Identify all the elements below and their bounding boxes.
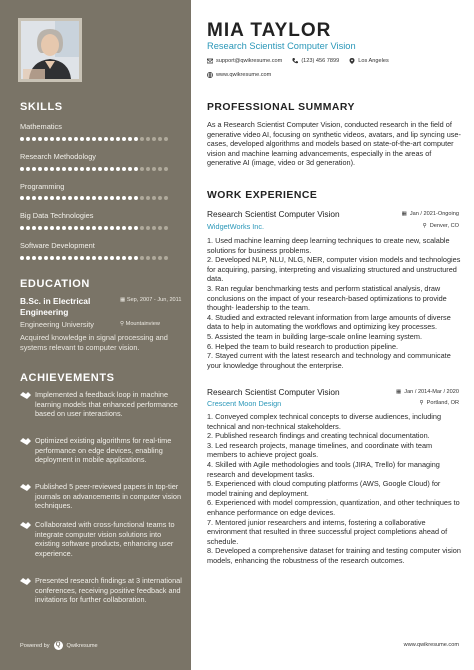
skill-dot (104, 256, 108, 260)
skill-dot (128, 256, 132, 260)
job-company: Crescent Moon Design (207, 399, 282, 408)
handshake-icon (20, 391, 31, 400)
location-pin-icon (349, 58, 355, 64)
skill-dot (152, 196, 156, 200)
education-heading: EDUCATION (20, 278, 90, 290)
skill-dot (68, 167, 72, 171)
skill-dot (62, 196, 66, 200)
skill-dot (26, 226, 30, 230)
skill-dot (164, 256, 168, 260)
skill-dot (122, 167, 126, 171)
skill-dot (92, 167, 96, 171)
education-location: ⚲ Mountainview (120, 321, 160, 327)
skill-label: Research Methodology (20, 152, 97, 161)
skill-level-bar (20, 196, 172, 200)
skill-dot (26, 256, 30, 260)
skill-dot (98, 226, 102, 230)
education-description: Acquired knowledge in signal processing and systems relevant to computer vision. (20, 333, 168, 352)
achievement-item: Optimized existing algorithms for real-time performance on edge devices, enabling deployment in mobile applications. (20, 436, 185, 465)
skill-dot (86, 137, 90, 141)
phone-contact[interactable]: (123) 456 7899 (292, 58, 339, 64)
skill-dot (152, 226, 156, 230)
calendar-icon: ▦ (401, 211, 407, 217)
skill-dot (80, 137, 84, 141)
list-item: 1. Used machine learning deep learning techniques to create new, scalable solutions for business problems. (207, 236, 450, 255)
list-item: 7. Mentored junior researchers and interns, fostering a collaborative environment that resulted in three successful project completions ahead of schedule. (207, 517, 448, 546)
phone-icon (292, 58, 298, 64)
skill-dot (74, 226, 78, 230)
skill-dot (74, 167, 78, 171)
skill-dot (140, 226, 144, 230)
list-item: 6. Helped the team to build research to production pipeline. (207, 341, 399, 351)
skill-dot (164, 226, 168, 230)
skill-dot (68, 226, 72, 230)
skill-dot (122, 196, 126, 200)
handshake-icon (20, 577, 31, 586)
job-bullets (207, 236, 461, 370)
skill-dot (152, 167, 156, 171)
skill-dot (158, 137, 162, 141)
skill-dot (128, 226, 132, 230)
job-bullets (207, 412, 461, 566)
skill-dot (86, 167, 90, 171)
skill-dot (56, 167, 60, 171)
skill-dot (146, 167, 150, 171)
list-item: 1. Conveyed complex technical concepts to diverse audiences, including technical and non-technical stakeholders. (207, 412, 442, 431)
skill-dot (32, 226, 36, 230)
skill-dot (80, 196, 84, 200)
job-location: ⚲ Denver, CO (422, 223, 459, 229)
skill-dot (38, 256, 42, 260)
skill-dot (26, 137, 30, 141)
education-degree: B.Sc. in Electrical Engineering (20, 296, 91, 317)
list-item: 3. Led research projects, manage timelines, and coordinate with team members to achieve project goals. (207, 440, 433, 460)
location-pin-icon: ⚲ (419, 400, 424, 406)
skill-dot (140, 256, 144, 260)
skill-dot (164, 167, 168, 171)
skill-dot (146, 137, 150, 141)
handshake-icon (20, 437, 31, 446)
skill-dot (146, 196, 150, 200)
skill-dot (128, 196, 132, 200)
skill-dot (20, 137, 24, 141)
achievement-item: Collaborated with cross-functional teams to integrate computer vision solutions into existing software products, enhancing user experience. (20, 520, 185, 558)
skill-dot (98, 256, 102, 260)
job-title: Research Scientist Computer Vision (207, 387, 340, 397)
skill-label: Programming (20, 182, 65, 191)
list-item: 5. Experienced with cloud computing platforms (AWS, Google Cloud) for model training and deployment. (207, 479, 441, 498)
skill-dot (38, 196, 42, 200)
skill-level-bar (20, 167, 172, 171)
skill-dot (116, 226, 120, 230)
list-item: 7. Stayed current with the latest research and technology and communicate your knowledge throughout the enterprise. (207, 351, 451, 370)
candidate-name: MIA TAYLOR (207, 20, 332, 41)
handshake-icon (20, 521, 31, 530)
experience-heading: WORK EXPERIENCE (207, 190, 318, 201)
education-dates: ▦ Sep, 2007 - Jun, 2011 (120, 297, 182, 303)
skill-dot (104, 167, 108, 171)
skill-dot (20, 256, 24, 260)
globe-icon (207, 72, 213, 78)
skill-dot (50, 167, 54, 171)
achievements-heading: ACHIEVEMENTS (20, 372, 115, 384)
location-pin-icon: ⚲ (422, 223, 427, 229)
job-company: WidgetWorks Inc. (207, 222, 265, 231)
skill-dot (164, 196, 168, 200)
skill-dot (38, 226, 42, 230)
skill-dot (92, 137, 96, 141)
skill-dot (122, 256, 126, 260)
skill-dot (32, 167, 36, 171)
skill-dot (92, 226, 96, 230)
skill-level-bar (20, 256, 172, 260)
skill-dot (20, 167, 24, 171)
skill-dot (80, 256, 84, 260)
education-school: Engineering University (20, 320, 94, 329)
powered-by-label: Powered by (20, 642, 50, 649)
skill-dot (38, 137, 42, 141)
sidebar (0, 0, 191, 670)
skill-dot (20, 196, 24, 200)
location-pin-icon: ⚲ (120, 321, 126, 327)
skill-dot (74, 196, 78, 200)
skill-dot (62, 137, 66, 141)
skill-dot (98, 137, 102, 141)
skill-dot (62, 256, 66, 260)
skill-label: Software Development (20, 241, 95, 250)
skill-dot (44, 167, 48, 171)
skill-dot (50, 196, 54, 200)
skill-dot (86, 226, 90, 230)
skill-dot (86, 256, 90, 260)
skill-dot (74, 256, 78, 260)
skill-dot (134, 167, 138, 171)
skill-dot (50, 256, 54, 260)
skill-dot (56, 226, 60, 230)
skill-dot (164, 137, 168, 141)
website-contact[interactable]: www.qwikresume.com (207, 72, 271, 78)
skill-dot (20, 226, 24, 230)
skill-level-bar (20, 226, 172, 230)
skill-dot (104, 196, 108, 200)
skill-dot (110, 256, 114, 260)
skill-dot (146, 256, 150, 260)
skill-dot (98, 196, 102, 200)
list-item: 8. Developed a comprehensive dataset for training and testing computer vision models, enhancing the robustness of the research outcomes. (207, 546, 461, 565)
skill-dot (104, 137, 108, 141)
skill-dot (122, 226, 126, 230)
skill-dot (44, 196, 48, 200)
skill-dot (62, 167, 66, 171)
job-dates: ▦ Jan / 2021-Ongoing (401, 211, 459, 217)
skill-dot (56, 256, 60, 260)
list-item: 6. Experienced with model compression, quantization, and other techniques to enhance performance on edge devices. (207, 498, 460, 517)
achievement-item: Implemented a feedback loop in machine learning models that enhanced performance based on user interactions. (20, 390, 185, 419)
list-item: 2. Developed NLP, NLU, NLG, NER, computer vision models and technologies for acquiring, parsing, interpreting and visualizing structured and unstructured data. (207, 255, 461, 284)
skill-dot (26, 167, 30, 171)
skill-dot (44, 226, 48, 230)
contact-line (207, 58, 399, 64)
skill-dot (44, 256, 48, 260)
skill-dot (32, 196, 36, 200)
skill-dot (80, 226, 84, 230)
skill-dot (140, 196, 144, 200)
skill-dot (152, 137, 156, 141)
powered-by (20, 641, 98, 650)
skill-dot (86, 196, 90, 200)
skill-level-bar (20, 137, 172, 141)
skill-dot (158, 256, 162, 260)
profile-photo (18, 18, 82, 82)
skill-dot (140, 167, 144, 171)
skill-dot (134, 196, 138, 200)
skill-dot (68, 137, 72, 141)
skill-dot (140, 137, 144, 141)
list-item: 3. Ran regular benchmarking tests and perform statistical analysis, draw conclusions on the impact of your research-based optimizations to provide thought- leadership to the team. (207, 283, 447, 313)
skill-dot (26, 196, 30, 200)
skill-dot (68, 256, 72, 260)
skill-dot (146, 226, 150, 230)
website-line (207, 72, 281, 78)
summary-text: As a Research Scientist Computer Vision, conducted research in the field of generative video AI, focusing on synthetic videos, avatars, and lip syncing use-cases, developed algorithms and models based on state-of-the-art computer vision and machine learning advancements, especially in the areas of generative AI (image, video or 3d generation). (207, 120, 461, 168)
skill-dot (50, 226, 54, 230)
main-content (191, 0, 474, 670)
skill-dot (116, 137, 120, 141)
handshake-icon (20, 483, 31, 492)
skill-dot (74, 137, 78, 141)
skill-dot (62, 226, 66, 230)
skill-dot (116, 196, 120, 200)
calendar-icon: ▦ (120, 297, 127, 303)
skill-dot (32, 256, 36, 260)
skill-dot (122, 137, 126, 141)
candidate-title: Research Scientist Computer Vision (207, 41, 356, 51)
skill-dot (80, 167, 84, 171)
skill-dot (152, 256, 156, 260)
skill-dot (110, 196, 114, 200)
skill-dot (158, 196, 162, 200)
skills-heading: SKILLS (20, 101, 63, 113)
skill-label: Mathematics (20, 122, 62, 131)
job-title: Research Scientist Computer Vision (207, 209, 340, 219)
list-item: 5. Assisted the team in building large-scale online learning system. (207, 331, 422, 341)
skill-dot (110, 167, 114, 171)
list-item: 4. Studied and extracted relevant information from large amounts of diverse data to help in automating the workflows and optimizing key processes. (207, 312, 451, 332)
job-dates: ▦ Jan / 2014-Mar / 2020 (395, 389, 459, 395)
skill-dot (116, 256, 120, 260)
skill-dot (134, 256, 138, 260)
skill-dot (110, 226, 114, 230)
skill-dot (92, 256, 96, 260)
skill-dot (116, 167, 120, 171)
list-item: 2. Published research findings and creating technical documentation. (207, 431, 430, 441)
email-icon (207, 58, 213, 64)
skill-dot (110, 137, 114, 141)
summary-heading: PROFESSIONAL SUMMARY (207, 102, 355, 113)
skill-dot (98, 167, 102, 171)
skill-dot (56, 137, 60, 141)
job-location: ⚲ Portland, OR (419, 400, 459, 406)
list-item: 4. Skilled with Agile methodologies and tools (JIRA, Trello) for managing research and development tasks. (207, 459, 440, 479)
skill-dot (38, 167, 42, 171)
skill-dot (68, 196, 72, 200)
skill-dot (32, 137, 36, 141)
skill-dot (44, 137, 48, 141)
footer-url[interactable]: www.qwikresume.com (403, 642, 459, 648)
skill-dot (134, 137, 138, 141)
skill-dot (104, 226, 108, 230)
email-contact[interactable]: support@qwikresume.com (207, 58, 282, 64)
achievement-item: Presented research findings at 3 international conferences, receiving positive feedback and invitations for further collaboration. (20, 576, 185, 605)
skill-dot (158, 167, 162, 171)
location-contact: Los Angeles (349, 58, 388, 64)
achievement-item: Published 5 peer-reviewed papers in top-tier journals on advancements in computer vision techniques. (20, 482, 185, 511)
skill-dot (56, 196, 60, 200)
calendar-icon: ▦ (395, 389, 402, 395)
skill-label: Big Data Technologies (20, 211, 94, 220)
skill-dot (158, 226, 162, 230)
skill-dot (92, 196, 96, 200)
qwikresume-logo-icon: Q (54, 641, 63, 650)
skill-dot (128, 137, 132, 141)
skill-dot (128, 167, 132, 171)
skill-dot (134, 226, 138, 230)
skill-dot (50, 137, 54, 141)
brand-name[interactable]: Qwikresume (66, 642, 98, 649)
